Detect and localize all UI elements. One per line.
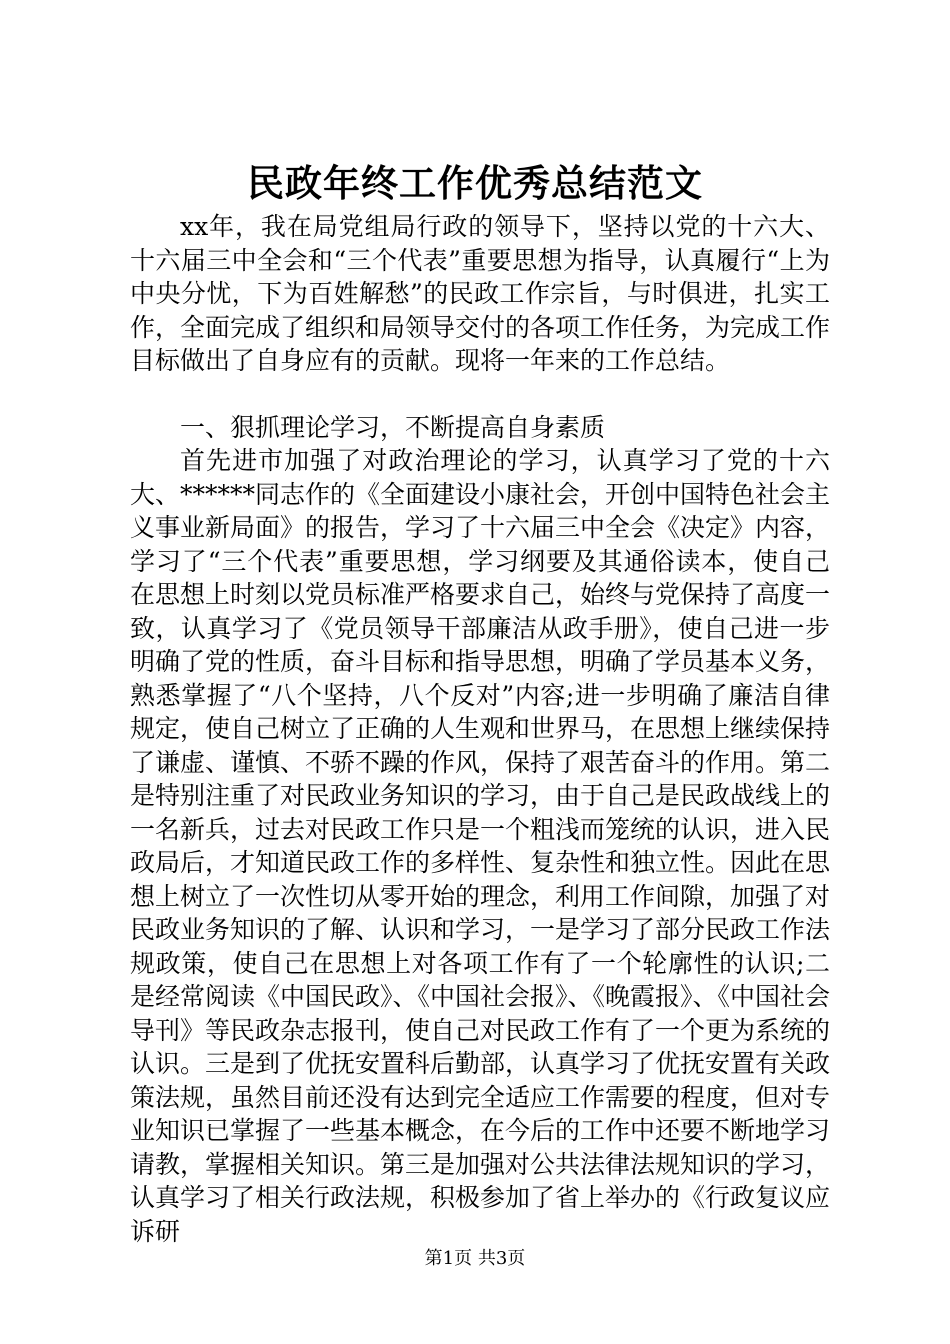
intro-paragraph: xx年，我在局党组局行政的领导下，坚持以党的十六大、十六届三中全会和“三个代表”重要思想为指导，认真履行“上为中央分忧，下为百姓解愁”的民政工作宗旨，与时俱进，扎实工作，全面完成了组织和局领导交付的各项工作任务，为完成工作目标做出了自身应有的贡献。现将一年来的工作总结。 bbox=[130, 212, 831, 375]
document-body bbox=[130, 210, 830, 1248]
document-title: 民政年终工作优秀总结范文 bbox=[247, 161, 703, 205]
page-footer: 第1页 共3页 bbox=[424, 1248, 526, 1269]
section-heading: 一、狠抓理论学习，不断提高自身素质 bbox=[180, 412, 606, 442]
section-paragraph: 首先进市加强了对政治理论的学习，认真学习了党的十六大、******同志作的《全面建设小康社会，开创中国特色社会主义事业新局面》的报告，学习了十六届三中全会《决定》内容，学习了“三个代表”重要思想，学习纲要及其通俗读本，使自己在思想上时刻以党员标准严格要求自己，始终与党保持了高度一致，认真学习了《党员领导干部廉洁从政手册》，使自己进一步明确了党的性质，奋斗目标和指导思想，明确了学员基本义务，熟悉掌握了“八个坚持，八个反对”内容;进一步明确了廉洁自律规定，使自己树立了正确的人生观和世界马，在思想上继续保持了谦虚、谨慎、不骄不躁的作风，保持了艰苦奋斗的作用。第二是特别注重了对民政业务知识的学习，由于自己是民政战线上的一名新兵，过去对民政工作只是一个粗浅而笼统的认识，进入民政局后，才知道民政工作的多样性、复杂性和独立性。因此在思想上树立了一次性切从零开始的理念，利用工作间隙，加强了对民政业务知识的了解、认识和学习，一是学习了部分民政工作法规政策，使自己在思想上对各项工作有了一个轮廓性的认识;二是经常阅读《中国民政》、《中国社会报》、《晚霞报》、《中国社会导刊》等民政杂志报刊，使自己对民政工作有了一个更为系统的认识。三是到了优抚安置科后勤部，认真学习了优抚安置有关政策法规，虽然目前还没有达到完全适应工作需要的程度，但对专业知识已掌握了一些基本概念，在今后的工作中还要不断地学习请教，掌握相关知识。第三是加强对公共法律法规知识的学习，认真学习了相关行政法规，积极参加了省上举办的《行政复议应诉研 bbox=[130, 446, 831, 1246]
paragraph-gap bbox=[130, 378, 830, 411]
